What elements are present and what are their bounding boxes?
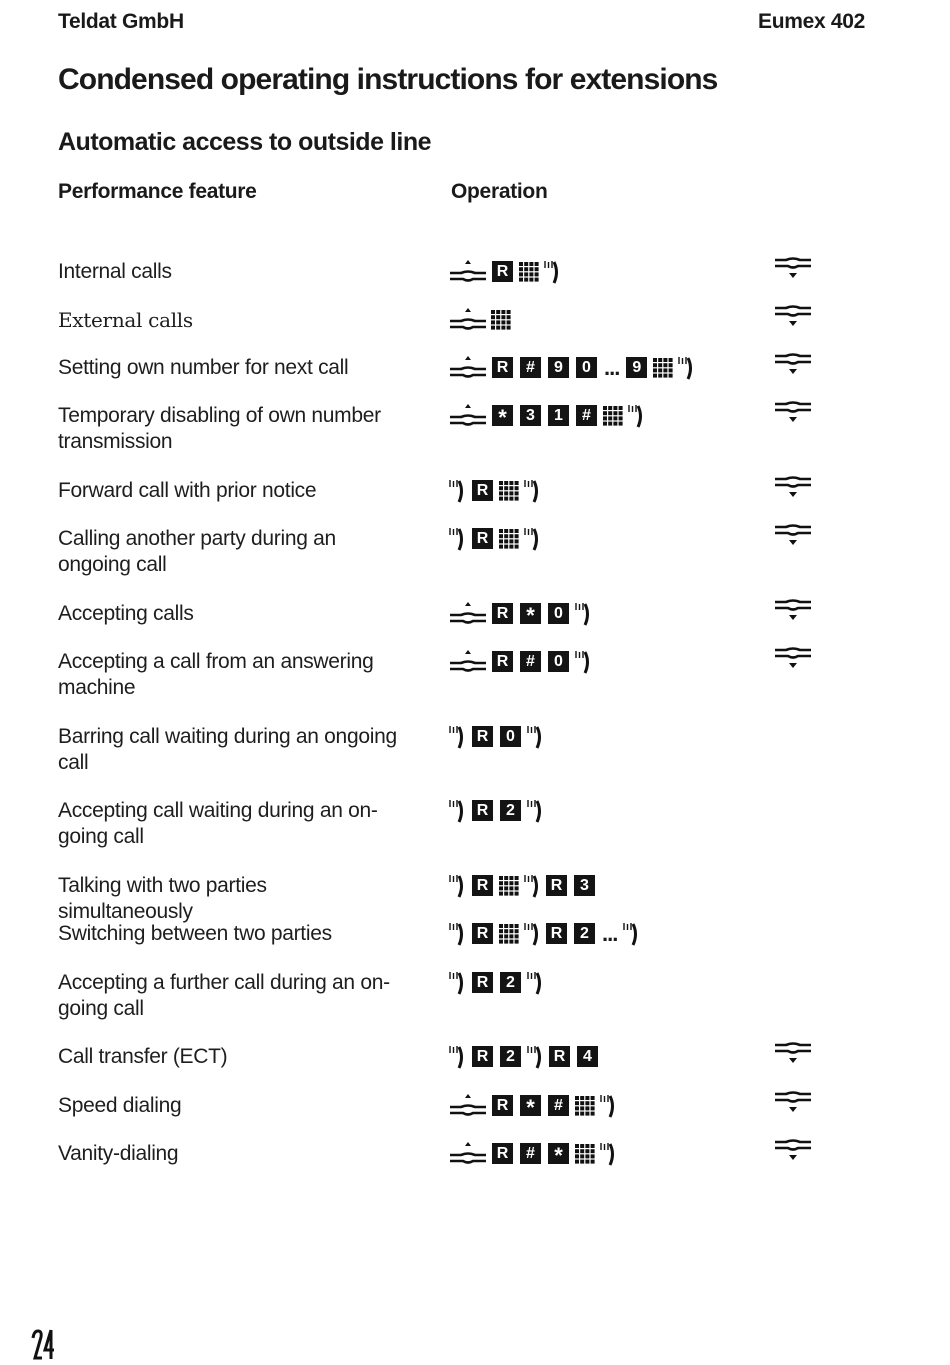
keypad-icon bbox=[498, 480, 520, 502]
talk-icon bbox=[449, 526, 467, 552]
key-0: 0 bbox=[548, 603, 569, 624]
talk-icon bbox=[449, 798, 467, 824]
key-0: 0 bbox=[576, 357, 597, 378]
key-r: R bbox=[492, 651, 513, 672]
key-0: 0 bbox=[500, 726, 521, 747]
key-star: * bbox=[520, 603, 541, 624]
column-header-operation: Operation bbox=[451, 180, 548, 203]
handset-lift-icon bbox=[449, 308, 487, 332]
key-r: R bbox=[546, 875, 567, 896]
key-9: 9 bbox=[626, 357, 647, 378]
key-star: * bbox=[520, 1095, 541, 1116]
operation-sequence bbox=[449, 872, 597, 899]
feature-label: Accepting a further call during an on-going call bbox=[58, 971, 390, 1020]
key-9: 9 bbox=[548, 357, 569, 378]
key-2: 2 bbox=[574, 923, 595, 944]
handset-lift-icon bbox=[449, 1094, 487, 1118]
key-r: R bbox=[492, 1095, 513, 1116]
operation-sequence bbox=[449, 600, 592, 627]
keypad-icon bbox=[518, 261, 540, 283]
hang-up-icon bbox=[774, 1041, 812, 1065]
key-2: 2 bbox=[500, 1046, 521, 1067]
header-company: Teldat GmbH bbox=[58, 10, 184, 33]
keypad-icon bbox=[498, 528, 520, 550]
feature-label: Setting own number for next call bbox=[58, 356, 349, 379]
tone-icon bbox=[523, 478, 541, 504]
operation-sequence bbox=[449, 1092, 617, 1119]
key-hash: # bbox=[520, 651, 541, 672]
feature-label: Talking with two parties simultaneously bbox=[58, 874, 267, 923]
key-3: 3 bbox=[520, 405, 541, 426]
tone-icon bbox=[526, 1044, 544, 1070]
operation-sequence bbox=[449, 797, 544, 824]
tone-icon bbox=[622, 921, 640, 947]
operation-sequence bbox=[449, 306, 512, 333]
operation-sequence bbox=[449, 402, 645, 429]
key-r: R bbox=[472, 972, 493, 993]
feature-label: Accepting calls bbox=[58, 602, 194, 625]
hang-up-icon bbox=[774, 1090, 812, 1114]
tone-icon bbox=[599, 1141, 617, 1167]
talk-icon bbox=[449, 970, 467, 996]
ellipsis: ... bbox=[602, 920, 618, 946]
handset-lift-icon bbox=[449, 404, 487, 428]
hang-up-icon bbox=[774, 523, 812, 547]
key-star: * bbox=[548, 1143, 569, 1164]
talk-icon bbox=[449, 1044, 467, 1070]
key-r: R bbox=[492, 1143, 513, 1164]
key-1: 1 bbox=[548, 405, 569, 426]
page-number-glyphs bbox=[31, 1326, 55, 1360]
key-r: R bbox=[549, 1046, 570, 1067]
operation-sequence bbox=[449, 354, 695, 381]
key-hash: # bbox=[576, 405, 597, 426]
feature-label: Barring call waiting during an ongoing call bbox=[58, 725, 397, 774]
tone-icon bbox=[526, 798, 544, 824]
key-2: 2 bbox=[500, 800, 521, 821]
feature-label: Switching between two parties bbox=[58, 922, 332, 945]
tone-icon bbox=[627, 403, 645, 429]
talk-icon bbox=[449, 921, 467, 947]
tone-icon bbox=[526, 724, 544, 750]
operation-sequence bbox=[449, 920, 640, 947]
talk-icon bbox=[449, 724, 467, 750]
hang-up-icon bbox=[774, 646, 812, 670]
key-hash: # bbox=[520, 1143, 541, 1164]
tone-icon bbox=[523, 526, 541, 552]
hang-up-icon bbox=[774, 1138, 812, 1162]
section-title: Automatic access to outside line bbox=[58, 128, 431, 156]
operation-sequence bbox=[449, 525, 541, 552]
key-r: R bbox=[472, 1046, 493, 1067]
feature-label: Temporary disabling of own number transmission bbox=[58, 404, 381, 453]
feature-label: Forward call with prior notice bbox=[58, 479, 317, 502]
feature-label: Calling another party during an ongoing call bbox=[58, 527, 336, 576]
key-star: * bbox=[492, 405, 513, 426]
keypad-icon bbox=[574, 1095, 596, 1117]
key-r: R bbox=[472, 923, 493, 944]
tone-icon bbox=[599, 1093, 617, 1119]
hang-up-icon bbox=[774, 256, 812, 280]
keypad-icon bbox=[652, 357, 674, 379]
hang-up-icon bbox=[774, 400, 812, 424]
keypad-icon bbox=[498, 923, 520, 945]
key-2: 2 bbox=[500, 972, 521, 993]
tone-icon bbox=[677, 355, 695, 381]
key-hash: # bbox=[548, 1095, 569, 1116]
operation-sequence bbox=[449, 723, 544, 750]
operation-sequence bbox=[449, 477, 541, 504]
hang-up-icon bbox=[774, 304, 812, 328]
handset-lift-icon bbox=[449, 260, 487, 284]
key-0: 0 bbox=[548, 651, 569, 672]
tone-icon bbox=[523, 921, 541, 947]
talk-icon bbox=[449, 873, 467, 899]
key-3: 3 bbox=[574, 875, 595, 896]
hang-up-icon bbox=[774, 352, 812, 376]
key-r: R bbox=[492, 357, 513, 378]
hang-up-icon bbox=[774, 475, 812, 499]
key-r: R bbox=[472, 875, 493, 896]
ellipsis: ... bbox=[604, 354, 620, 380]
key-r: R bbox=[472, 528, 493, 549]
column-header-feature: Performance feature bbox=[58, 180, 257, 203]
feature-label: Accepting call waiting during an on-going call bbox=[58, 799, 378, 848]
feature-label: Speed dialing bbox=[58, 1094, 182, 1117]
handset-lift-icon bbox=[449, 356, 487, 380]
header-product: Eumex 402 bbox=[758, 10, 866, 33]
feature-label: External calls bbox=[58, 308, 193, 332]
key-r: R bbox=[546, 923, 567, 944]
key-hash: # bbox=[520, 357, 541, 378]
key-4: 4 bbox=[577, 1046, 598, 1067]
feature-label: Call transfer (ECT) bbox=[58, 1045, 228, 1068]
feature-label: Vanity-dialing bbox=[58, 1142, 179, 1165]
key-r: R bbox=[472, 726, 493, 747]
page-title: Condensed operating instructions for extensions bbox=[58, 63, 718, 96]
hang-up-icon bbox=[774, 598, 812, 622]
operation-sequence bbox=[449, 1140, 617, 1167]
operation-sequence bbox=[449, 258, 561, 285]
tone-icon bbox=[574, 601, 592, 627]
operation-sequence bbox=[449, 648, 592, 675]
talk-icon bbox=[449, 478, 467, 504]
page-number bbox=[31, 1326, 55, 1365]
keypad-icon bbox=[574, 1143, 596, 1165]
keypad-icon bbox=[490, 309, 512, 331]
key-r: R bbox=[472, 800, 493, 821]
operation-sequence bbox=[449, 1043, 600, 1070]
key-r: R bbox=[492, 603, 513, 624]
handset-lift-icon bbox=[449, 1142, 487, 1166]
tone-icon bbox=[574, 649, 592, 675]
key-r: R bbox=[492, 261, 513, 282]
tone-icon bbox=[526, 970, 544, 996]
tone-icon bbox=[523, 873, 541, 899]
keypad-icon bbox=[498, 875, 520, 897]
handset-lift-icon bbox=[449, 602, 487, 626]
handset-lift-icon bbox=[449, 650, 487, 674]
feature-label: Accepting a call from an answering machine bbox=[58, 650, 374, 699]
key-r: R bbox=[472, 480, 493, 501]
keypad-icon bbox=[602, 405, 624, 427]
operation-sequence bbox=[449, 969, 544, 996]
tone-icon bbox=[543, 259, 561, 285]
feature-label: Internal calls bbox=[58, 260, 172, 283]
